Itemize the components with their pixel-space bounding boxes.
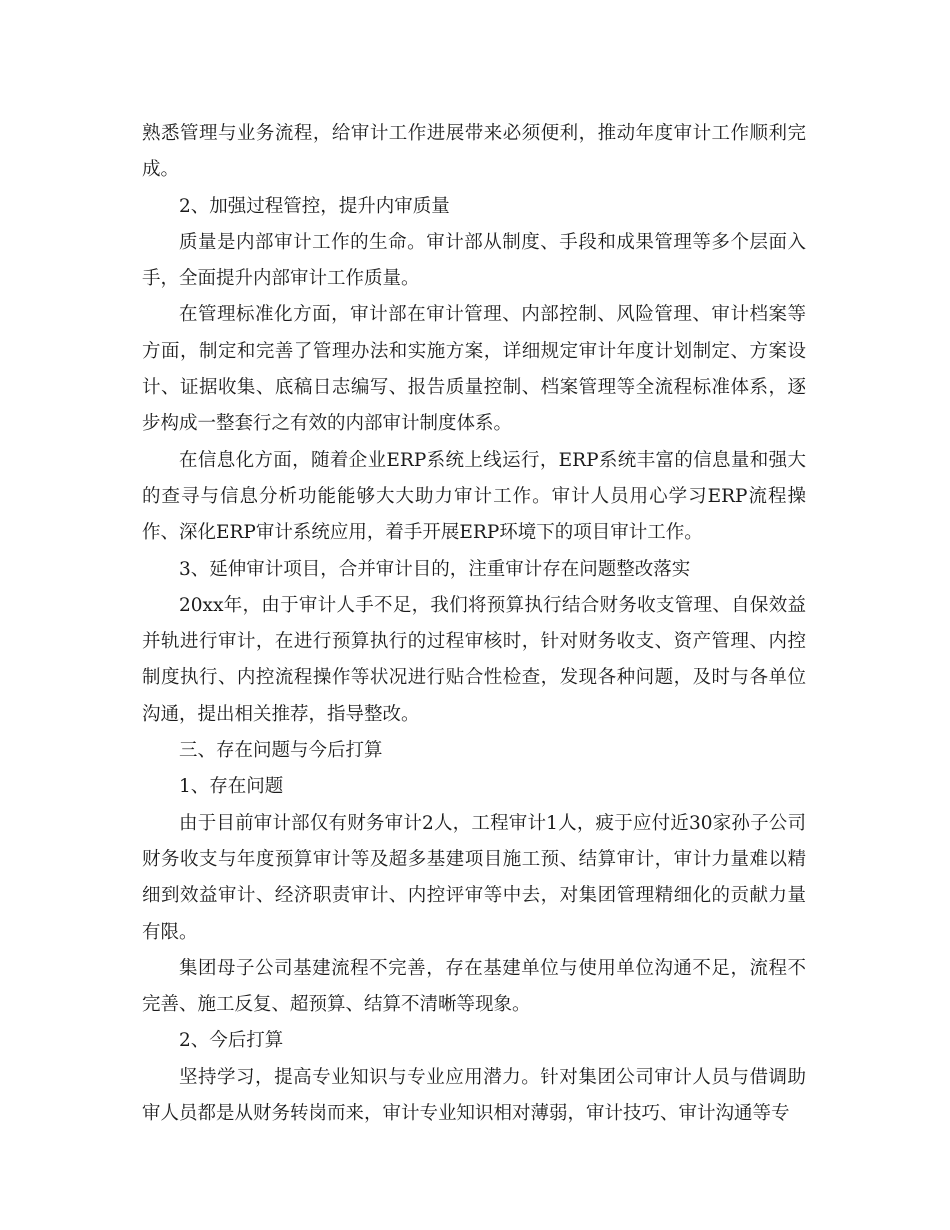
section-heading: 2、今后打算 (179, 1030, 284, 1052)
paragraph: 质量是内部审计工作的生命。审计部从制度、手段和成果管理等多个层面入手，全面提升内部审计工作质量。 (142, 231, 806, 290)
section-heading: 3、延伸审计项目，合并审计目的，注重审计存在问题整改落实 (179, 558, 691, 580)
paragraph: 20xx年，由于审计人手不足，我们将预算执行结合财务收支管理、自保效益并轨进行审计，在进行预算执行的过程审核时，针对财务收支、资产管理、内控制度执行、内控流程操作等状况进行贴合性检查，发现各种问题，及时与各单位沟通，提出相关推荐，指导整改。 (142, 594, 806, 725)
section-heading: 2、加强过程管控，提升内审质量 (179, 195, 450, 217)
paragraph: 在信息化方面，随着企业ERP系统上线运行，ERP系统丰富的信息量和强大的查寻与信息分析功能能够大大助力审计工作。审计人员用心学习ERP流程操作、深化ERP审计系统应用，着手开展ERP环境下的项目审计工作。 (142, 449, 806, 544)
paragraph: 由于目前审计部仅有财务审计2人，工程审计1人，疲于应付近30家孙子公司财务收支与年度预算审计等及超多基建项目施工预、结算审计，审计力量难以精细到效益审计、经济职责审计、内控评审等中去，对集团管理精细化的贡献力量有限。 (142, 812, 806, 943)
paragraph: 在管理标准化方面，审计部在审计管理、内部控制、风险管理、审计档案等方面，制定和完善了管理办法和实施方案，详细规定审计年度计划制定、方案设计、证据收集、底稿日志编写、报告质量控制、档案管理等全流程标准体系，逐步构成一整套行之有效的内部审计制度体系。 (142, 304, 806, 435)
paragraph: 坚持学习，提高专业知识与专业应用潜力。针对集团公司审计人员与借调助审人员都是从财务转岗而来，审计专业知识相对薄弱，审计技巧、审计沟通等专 (142, 1066, 806, 1125)
paragraph: 熟悉管理与业务流程，给审计工作进展带来必须便利，推动年度审计工作顺利完成。 (142, 123, 806, 181)
document-page (142, 116, 806, 1132)
section-heading: 三、存在问题与今后打算 (179, 740, 383, 762)
section-heading: 1、存在问题 (179, 776, 284, 798)
paragraph: 集团母子公司基建流程不完善，存在基建单位与使用单位沟通不足，流程不完善、施工反复、超预算、结算不清晰等现象。 (142, 957, 806, 1016)
